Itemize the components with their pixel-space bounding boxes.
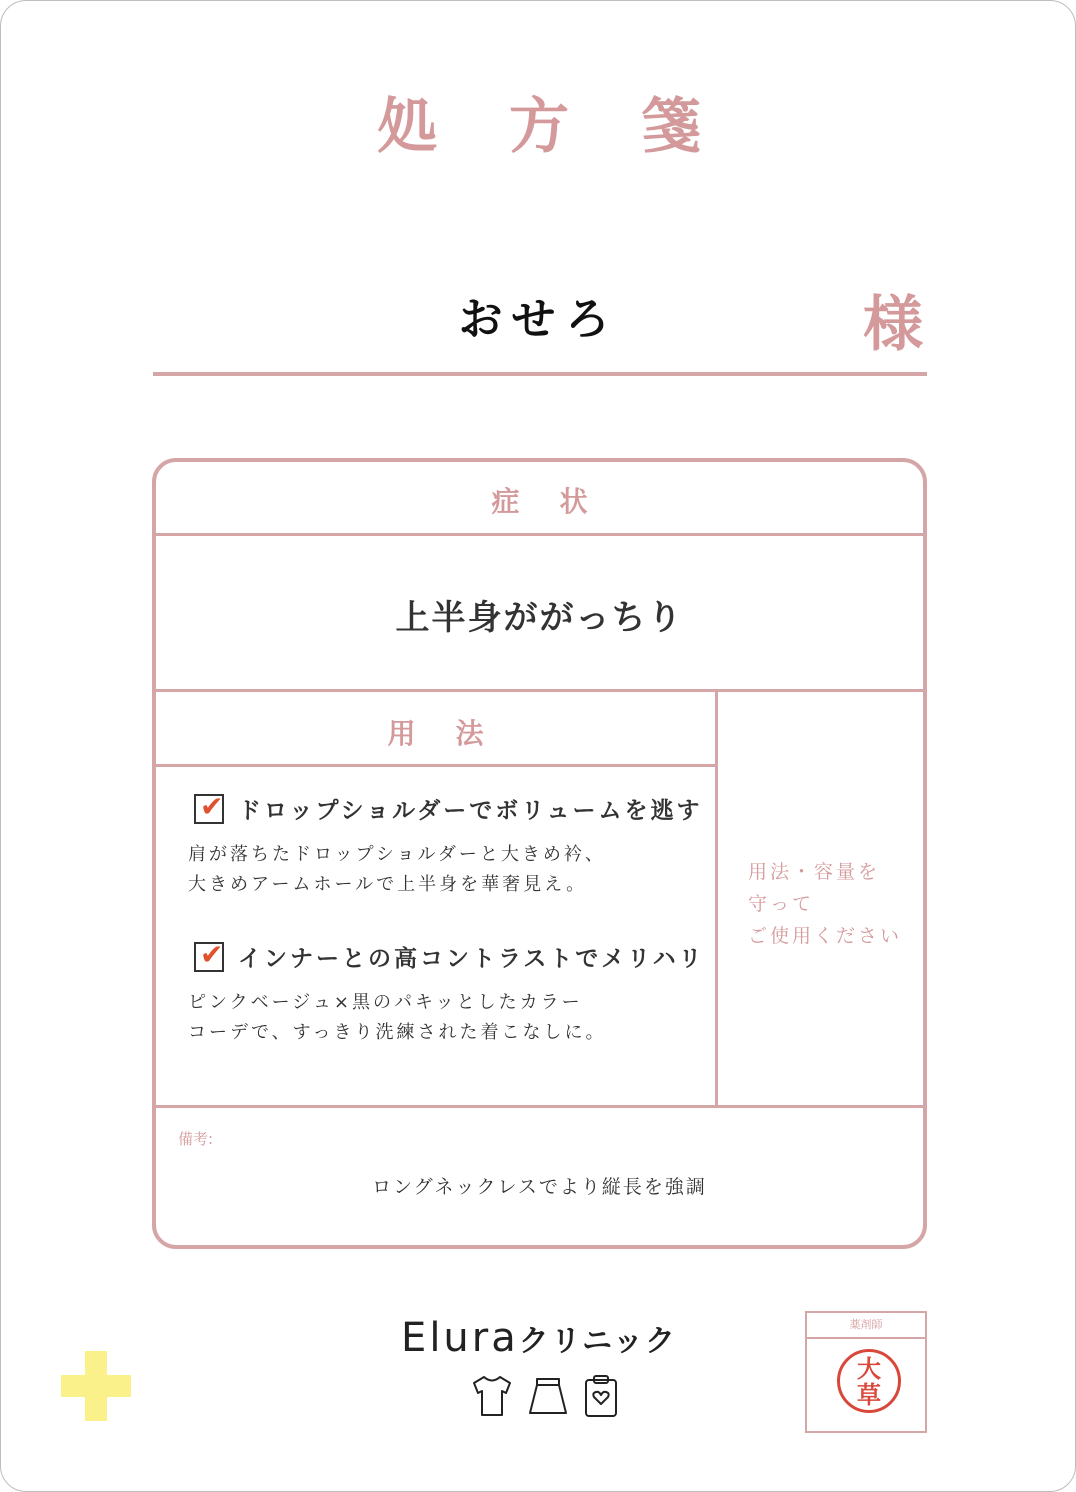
desc-line: ピンクベージュ×黒のパキッとしたカラー <box>188 992 583 1013</box>
divider <box>156 533 923 536</box>
desc-line: 肩が落ちたドロップショルダーと大きめ衿、 <box>188 844 606 865</box>
pharmacist-stamp-box <box>805 1311 927 1433</box>
note-line: ご使用ください <box>748 925 903 947</box>
symptoms-value: 上半身ががっちり <box>395 598 684 638</box>
seal-char: 大 <box>857 1355 881 1383</box>
desc-line: コーデで、すっきり洗練された着こなしに。 <box>188 1022 607 1043</box>
divider <box>156 1105 923 1108</box>
seal-char: 草 <box>857 1381 881 1409</box>
skirt-icon <box>525 1373 571 1419</box>
prescription-table <box>152 458 927 1249</box>
divider <box>156 689 923 692</box>
clinic-name-jp: クリニック <box>518 1324 677 1359</box>
remarks-label: 備考: <box>178 1130 214 1148</box>
usage-item-description <box>188 988 607 1048</box>
usage-item <box>194 937 705 973</box>
clinic-icons <box>469 1373 621 1419</box>
checkbox[interactable] <box>194 937 224 972</box>
stamp-label: 薬剤師 <box>807 1313 925 1339</box>
divider <box>156 764 716 767</box>
name-underline <box>153 372 927 376</box>
plus-decoration <box>61 1375 131 1397</box>
clinic-name-en: Elura <box>401 1315 519 1361</box>
remarks-value: ロングネックレスでより縦長を強調 <box>372 1176 707 1198</box>
usage-item-title: ドロップショルダーでボリュームを逃す <box>238 798 703 824</box>
honorific: 様 <box>863 290 923 360</box>
desc-line: 大きめアームホールで上半身を華奢見え。 <box>188 874 588 895</box>
document-title: 処方箋 <box>377 92 773 162</box>
checkbox[interactable] <box>194 789 224 824</box>
note-line: 用法・容量を <box>748 861 881 883</box>
usage-item-description <box>188 840 606 900</box>
note-line: 守って <box>748 893 815 915</box>
seal-stamp <box>837 1349 901 1413</box>
usage-item <box>194 789 703 825</box>
column-divider <box>715 689 718 1107</box>
symptoms-header: 症状 <box>491 485 628 518</box>
tshirt-icon <box>469 1373 515 1419</box>
usage-item-title: インナーとの高コントラストでメリハリ <box>238 946 705 972</box>
usage-side-note <box>748 856 902 952</box>
check-icon: ✔ <box>200 789 224 823</box>
usage-header: 用法 <box>387 717 524 750</box>
patient-name: おせろ <box>458 294 620 345</box>
check-icon: ✔ <box>200 937 224 971</box>
clipboard-heart-icon <box>581 1373 621 1419</box>
